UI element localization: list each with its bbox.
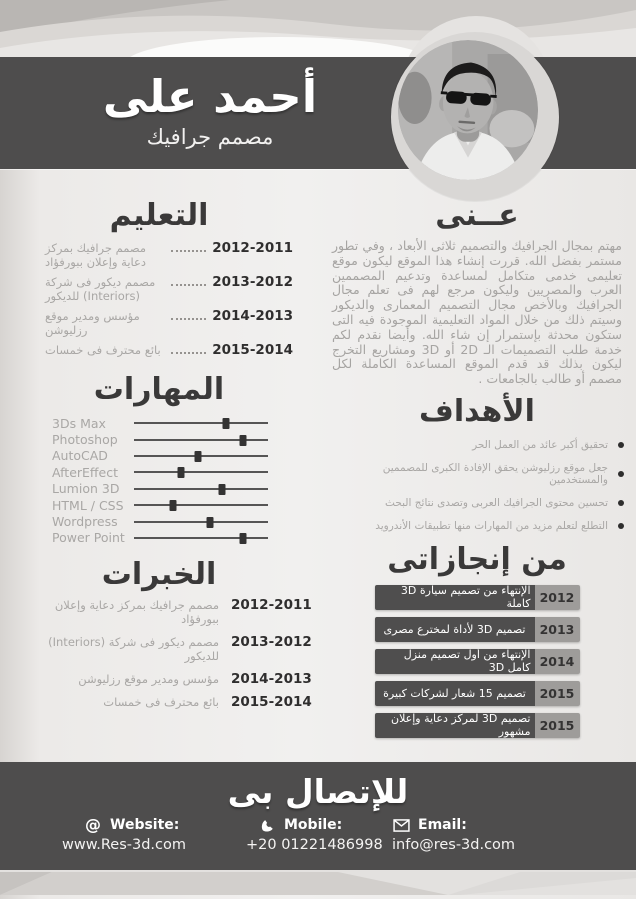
education-item: [45, 343, 293, 357]
education-date: 2013-2012: [212, 274, 293, 290]
skill-slider-track: [134, 481, 268, 497]
contact-email: [392, 816, 515, 853]
goals-title: الأهداف: [419, 393, 535, 429]
skill-name: AutoCAD: [52, 448, 108, 464]
skill-name: HTML / CSS: [52, 497, 124, 513]
website-value[interactable]: www.Res-3d.com: [62, 837, 186, 853]
achievement-year: 2013: [535, 617, 580, 642]
achievement-year: 2012: [535, 585, 580, 610]
bullet-icon: [618, 500, 624, 506]
goal-item: [338, 520, 624, 532]
skills-list: [52, 415, 268, 546]
goal-item: [338, 439, 624, 451]
skill-name: Lumion 3D: [52, 481, 120, 497]
education-list: [45, 241, 293, 357]
experience-title: الخبرات: [101, 557, 217, 593]
education-desc: بائع محترف فى خمسات: [45, 343, 161, 357]
skill-item: [52, 431, 268, 447]
phone-icon: [258, 816, 276, 834]
skills-title: المهارات: [93, 372, 225, 407]
header-band: [0, 57, 636, 169]
dotted-leader: [171, 309, 206, 320]
skill-slider-track: [134, 497, 268, 513]
goal-item: [338, 462, 624, 486]
dotted-leader: [171, 241, 206, 252]
skill-item: [52, 481, 268, 497]
skill-item: [52, 464, 268, 480]
at-icon: @: [85, 815, 101, 834]
education-title: التعليم: [109, 198, 209, 233]
achievement-year: 2015: [535, 681, 580, 706]
person-name: أحمد على: [102, 70, 318, 123]
experience-date: 2015-2014: [231, 694, 312, 711]
education-item: [45, 275, 293, 303]
experience-item: [45, 597, 312, 627]
experience-date: 2014-2013: [231, 671, 312, 688]
experience-list: [45, 597, 312, 711]
skill-slider-track: [134, 530, 268, 546]
right-column: [318, 185, 636, 745]
education-date: 2014-2013: [212, 308, 293, 324]
contact-mobile: [246, 816, 383, 853]
left-column: [0, 185, 318, 718]
experience-item: [45, 671, 312, 688]
achievement-item: [375, 681, 580, 706]
skill-name: Power Point: [52, 530, 125, 546]
skill-name: 3Ds Max: [52, 415, 106, 431]
website-label: Website:: [110, 817, 180, 833]
mobile-label: Mobile:: [284, 817, 343, 833]
skill-slider-track: [134, 415, 268, 431]
experience-desc: بائع محترف فى خمسات: [103, 695, 219, 710]
skill-item: [52, 513, 268, 529]
dotted-leader: [171, 343, 206, 354]
skill-name: Wordpress: [52, 514, 118, 530]
experience-item: [45, 694, 312, 711]
skill-slider-handle: [169, 500, 176, 511]
goal-text: جعل موقع رزليوشن يحقق الإفادة الكبرى للمصممين والمستخدمين: [382, 461, 608, 486]
mobile-value[interactable]: +20 01221486998: [246, 837, 383, 853]
skill-slider-handle: [239, 435, 246, 446]
education-desc: مؤسس ومدير موقع رزليوشن: [45, 309, 140, 337]
skill-item: [52, 497, 268, 513]
bullet-icon: [618, 442, 624, 448]
achievements-list: [375, 585, 580, 738]
contact-title: للإتصال بى: [227, 772, 409, 811]
achievement-item: [375, 585, 580, 610]
profile-photo: [391, 33, 559, 201]
achievement-item: [375, 617, 580, 642]
skill-slider-handle: [195, 451, 202, 462]
skill-slider-handle: [207, 517, 214, 528]
education-desc: مصمم جرافيك بمركز دعاية وإعلان ببورفؤاد: [45, 241, 147, 269]
goal-item: [338, 497, 624, 509]
goal-text: تحقيق أكبر عائد من العمل الحر: [472, 438, 608, 451]
dotted-leader: [171, 275, 206, 286]
achievement-year: 2015: [535, 713, 580, 738]
person-job-title: مصمم جرافيك: [146, 125, 274, 149]
achievement-desc: تصميم 3D لمركز دعاية وإعلان مشهور: [375, 713, 535, 738]
education-item: [45, 309, 293, 337]
about-paragraph: مهتم بمجال الجرافيك والتصميم ثلاثى الأبعاد ، وفي تطور مستمر بفضل الله. قررت إنشاء هذا الموقع ليكون موقع تعليمى خدمى متكامل لمساعدة وتدعيم المصممين العرب والمصريين وليكون مرجع لهم فى تعلم مجال الجرافيك وبالأخص مجال التصميم المعمارى والديكور وسيتم ذلك من خلال المواد التعليمية الموجودة فيه التى ستكون محدثة بإستمرار إن شاء الله. وأيضا نقدم لكم خدمة طلب التصميمات الـ 2D أو 3D ومشاريع التخرج ليكون بذلك قد قدم الموقع المساعدة الكاملة لكل مصمم أو طالب بالجامعات .: [332, 238, 622, 387]
bullet-icon: [618, 471, 624, 477]
goal-text: التطلع لتعلم مزيد من المهارات منها تطبيقات الأندرويد: [375, 519, 608, 532]
achievement-year: 2014: [535, 649, 580, 674]
skill-name: Photoshop: [52, 432, 118, 448]
achievement-item: [375, 713, 580, 738]
skill-slider-handle: [219, 484, 226, 495]
experience-desc: مؤسس ومدير موقع رزليوشن: [78, 672, 219, 687]
achievement-desc: الإنتهاء من أول تصميم منزل كامل 3D: [375, 649, 535, 674]
skill-slider-track: [134, 432, 268, 448]
top-wave-decoration: [0, 0, 636, 57]
experience-item: [45, 634, 312, 664]
bottom-decoration: [0, 870, 636, 895]
experience-desc: مصمم ديكور فى شركة (Interiors) للديكور: [48, 635, 219, 664]
email-value[interactable]: info@res-3d.com: [392, 837, 516, 853]
experience-date: 2012-2011: [231, 597, 312, 614]
education-item: [45, 241, 293, 269]
skill-item: [52, 448, 268, 464]
skill-slider-track: [134, 514, 268, 530]
about-title: عــنى: [435, 198, 519, 233]
skill-slider-handle: [223, 418, 230, 429]
skill-slider-track: [134, 464, 268, 480]
achievements-title: من إنجازاتى: [387, 541, 567, 577]
achievement-item: [375, 649, 580, 674]
education-date: 2012-2011: [212, 240, 293, 256]
goals-list: [338, 439, 624, 532]
envelope-icon: [392, 816, 410, 834]
achievement-desc: تصميم 15 شعار لشركات كبيرة: [375, 681, 535, 706]
achievement-desc: تصميم 3D لأداة لمخترع مصرى: [375, 617, 535, 642]
bullet-icon: [618, 523, 624, 529]
contact-footer: [0, 762, 636, 870]
goal-text: تحسين محتوى الجرافيك العربى وتصدى نتائج البحث: [385, 496, 608, 509]
skill-slider-handle: [239, 533, 246, 544]
education-desc: مصمم ديكور فى شركة (Interiors) للديكور: [45, 275, 156, 303]
contact-website: [62, 816, 186, 853]
email-label: Email:: [418, 817, 467, 833]
achievement-desc: الإنتهاء من تصميم سيارة 3D كاملة: [375, 585, 535, 610]
experience-desc: مصمم جرافيك بمركز دعاية وإعلان ببورفؤاد: [54, 598, 219, 627]
skill-slider-track: [134, 448, 268, 464]
skill-item: [52, 530, 268, 546]
experience-date: 2013-2012: [231, 634, 312, 651]
education-date: 2015-2014: [212, 342, 293, 358]
skill-name: AfterEffect: [52, 464, 118, 480]
skill-item: [52, 415, 268, 431]
skill-slider-handle: [177, 467, 184, 478]
